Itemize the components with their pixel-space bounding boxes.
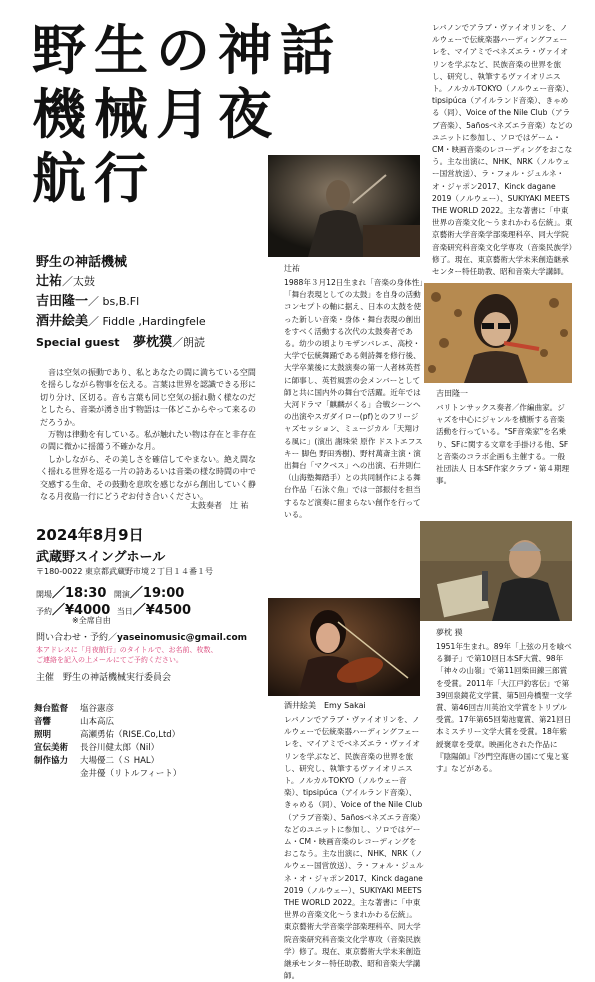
credit-value: 高瀬勇佑（RISE.Co,Ltd） (80, 730, 181, 740)
credit-key (34, 767, 80, 780)
credit-key: 音響 (34, 717, 52, 727)
bio-yumemakura-name: 夢枕 獏 (436, 628, 463, 637)
open-label: 開場 (36, 590, 52, 599)
bio-yoshida: バリトンサックス奏者／作編曲家。ジャズを中心にジャンルを横断する音楽活動を行っている。"SF音楽家"を名乗り、SFに関する文章を手掛ける他、SFと音楽のコラボ企画も主催する。一般社団法人 日本SF作家クラブ・第４期理事。 (436, 403, 570, 486)
bio-sakai-name: 酒井絵美 Emy Sakai (284, 701, 366, 710)
bio-sakai (432, 22, 574, 284)
organizer-label: 主催 (36, 673, 55, 683)
performer-name: 酒井絵美 (36, 314, 89, 329)
event-date: 2024年8月9日 (36, 526, 144, 544)
intro-signature: 太鼓奏者 辻 祐 (190, 501, 249, 510)
organizer-row (36, 670, 171, 683)
bio-sakai-display: レバノンでアラブ・ヴァイオリンを、ノルウェーで伝統楽器ハーディングフェーレを、マイアミでベネズエラ・ヴァイオリンを学ぶなど、民族音楽の世界を旅し、研究し、執筆するヴァイオリニスト。ノルカルTOKYO（ノルウェー音楽）、tipsipúca（アイルランド音楽）、きゃめる（同）、Voice of the Nile Club（アラブ音楽）、5añosベネズエラ音楽）などのユニットに参加し、ソロではゲーム・CM・映画音楽のレコーディングをおこなう。主な出演に、NHK、NRK（ノルウェー国営放送）、ラ・フォル・ジュルネ・オ・ジャポン2017、Kinck dagane 2019（ノルウェー）、SUKIYAKI MEETS THE WORLD 2022。主な著書に「中東世界の音楽文化～うまれかわる伝統」。東京藝術大学音楽学部楽理科卒、同大学院音楽研究科音楽文化学専攻（音楽民族学）修了。現在、東京藝術大学未来創造継承センター特任助教、昭和音楽大学講師。 (432, 23, 574, 277)
performer-2 (36, 290, 139, 309)
credit-value: 塩谷憲彦 (80, 704, 115, 714)
performer-3 (36, 310, 206, 329)
group-name: 野生の神話機械 (36, 255, 128, 270)
start-label: 開演 (113, 590, 130, 599)
bio-tsuji-name: 辻祐 (284, 264, 300, 273)
door-price: ¥4500 (145, 603, 191, 618)
credit-row (34, 715, 187, 728)
performer-role: ／太鼓 (62, 275, 96, 288)
price-row: 予約／¥4000 当日／¥4500 (36, 603, 191, 618)
credit-row (34, 767, 187, 780)
photo-sakai (268, 598, 420, 696)
credit-key: 制作協力 (34, 756, 69, 766)
credits-table (34, 702, 187, 780)
door-label: 当日 (116, 607, 133, 616)
credit-row (34, 702, 187, 715)
title-line3: 航行 (32, 147, 156, 210)
adv-price: ¥4000 (65, 603, 111, 618)
start-time: 19:00 (142, 586, 185, 601)
intro-text (40, 367, 260, 503)
venue-name: 武蔵野スイングホール (36, 550, 166, 565)
special-guest (36, 331, 205, 350)
performer-name: 辻祐 (36, 274, 63, 289)
open-time: 18:30 (65, 586, 107, 601)
intro-para-3: しかしながら、その美しさを確信してやまない。絶え間なく揺れる世界を巡る一片の詩あるいは音楽の様な時間の中で交感する生命、その鼓動を息吹を感じながら創出していく静なる月夜島一行にどうぞお付き合いください。 (40, 454, 256, 502)
credit-row (34, 754, 187, 767)
bio-yoshida-name: 吉田隆一 (436, 389, 468, 398)
guest-role: ／朗読 (172, 336, 206, 349)
title-line1: 野生の神話 (32, 19, 342, 82)
performer-1 (36, 270, 95, 289)
bio-yumemakura: 1951年生まれ。89年「上弦の月を喰べる獅子」で第10回日本SF大賞、98年「神々の山嶺」で第11回柴田錬三郎賞を受賞。2011年「大江戸釣客伝」で第39回泉鏡花文学賞、第5回舟橋聖一文学賞、第46回吉川英治文学賞をトリプル受賞。17年第65回菊池寛賞、第21回日本ミステリー文学大賞を受賞。18年紫綬褒章を受章。映画化された作品に『陰陽師』『沙門空海唐の国にて鬼と宴す』などがある。 (436, 642, 572, 774)
performer-name: 吉田隆一 (36, 294, 89, 309)
guest-name: 夢枕獏 (133, 335, 173, 350)
adv-label: 予約 (36, 607, 52, 616)
seating-note: ※全席自由 (72, 616, 111, 625)
credit-value: 金井優（リトルフィート） (80, 769, 182, 779)
contact-email[interactable]: yaseinomusic@gmail.com (117, 633, 248, 643)
credit-key: 舞台監督 (34, 704, 69, 714)
credit-value: 山本高広 (80, 717, 115, 727)
guest-label: Special guest (36, 336, 120, 349)
reservation-note-2: ご連絡を記入の上メールにてご予約ください。 (36, 656, 183, 664)
photo-yoshida (424, 283, 572, 383)
credit-key: 宣伝美術 (34, 743, 69, 753)
performer-role: ／ Fiddle ,Hardingfele (88, 315, 206, 328)
performer-role: ／ bs,B.Fl (88, 295, 140, 308)
title-line2: 機械月夜 (32, 83, 280, 146)
credit-key: 照明 (34, 730, 52, 740)
contact-row: 問い合わせ・予約／yaseinomusic@gmail.com (36, 633, 248, 643)
photo-tsuji (268, 155, 420, 257)
credit-row (34, 728, 187, 741)
credit-value: 大場優二（Ｓ HAL） (80, 756, 160, 766)
bio-tsuji: 1988年３月12日生まれ「音楽の身体性」「舞台表現としての太鼓」を自身の活動コンセプトの軸に据え、日本の太鼓を使った新しい音楽・身体・舞台表現の創出をすべく活動する次代の太鼓奏者である。幼少の頃よりモザンバレエ、高校・大学で伝統舞踊である剣詩舞を修行後、大学卒業後に太鼓演奏の第一人者林英哲に師事し、英哲風雲の会メンバーとして師と共に国内外の舞台で活躍。近年では大河ドラマ「麒麟がくる」合戦シーンへの出演やスガダイロー(pf)とのフリージャズセッション、ミュージカル「天翔ける風に」(演出 謝珠栄 原作 ドストエフスキー 脚色 野田秀樹)、野村萬斎主演・演出舞台「マクベス」への出演、石井則仁（山海塾舞踏手）との共同制作による舞台作品「石泳ぐ魚」では一部振付を担当するなど演奏に留まらない創作を行っている。 (284, 278, 424, 519)
organizer-name: 野生の神話機械実行委員会 (63, 673, 172, 683)
reservation-note-1: 本アドレスに「月夜航行」のタイトルで、お名前、枚数、 (36, 646, 218, 654)
photo-yumemakura (420, 521, 572, 621)
venue-address: 〒180-0022 東京都武蔵野市境２丁目１４番１号 (36, 567, 214, 576)
contact-label: 問い合わせ・予約 (36, 633, 109, 643)
intro-para-1: 音は空気の振動であり、私とあなたの間に満ちている空間を揺らしながら物事を伝える。言葉は世界を認識できる形に切り分け、区切る。音も言葉も同じ空気の揺れ動く様なのだとしたら、音楽が湧き出す物語は一体どこからやって来るのだろうか。 (40, 368, 256, 427)
credit-row (34, 741, 187, 754)
time-row: 開場／18:30 開演／19:00 (36, 586, 185, 601)
credit-value: 長谷川健太郎（Nil） (80, 743, 160, 753)
intro-para-2: 万物は律動を有している。私が触れたい物は存在と非存在の間に微かに揺蕩う不確かな月。 (40, 430, 256, 452)
bio-sakai-start: レバノンでアラブ・ヴァイオリンを、ノルウェーで伝統楽器ハーディングフェーレを、マイアミでベネズエラ・ヴァイオリンを学ぶなど、民族音楽の世界を旅し、研究し、執筆するヴァイオリニスト。ノルカルTOKYO（ノルウェー音楽）、tipsipúca（アイルランド音楽）、きゃめる（同）、Voice of the Nile Club（アラブ音楽）、5añosベネズエラ音楽）などのユニットに参加し、ソロではゲーム・CM・映画音楽のレコーディングをおこなう。主な出演に、NHK、NRK（ノルウェー国営放送）、ラ・フォル・ジュルネ・オ・ジャポン2017、Kinck dagane 2019（ノルウェー）、SUKIYAKI MEETS THE WORLD 2022。主な著書に「中東世界の音楽文化～うまれかわる伝統」。東京藝術大学音楽学部楽理科卒、同大学院音楽研究科音楽文化学専攻（音楽民族学）修了。現在、東京藝術大学未来創造継承センター特任助教、昭和音楽大学講師。 (284, 715, 424, 981)
